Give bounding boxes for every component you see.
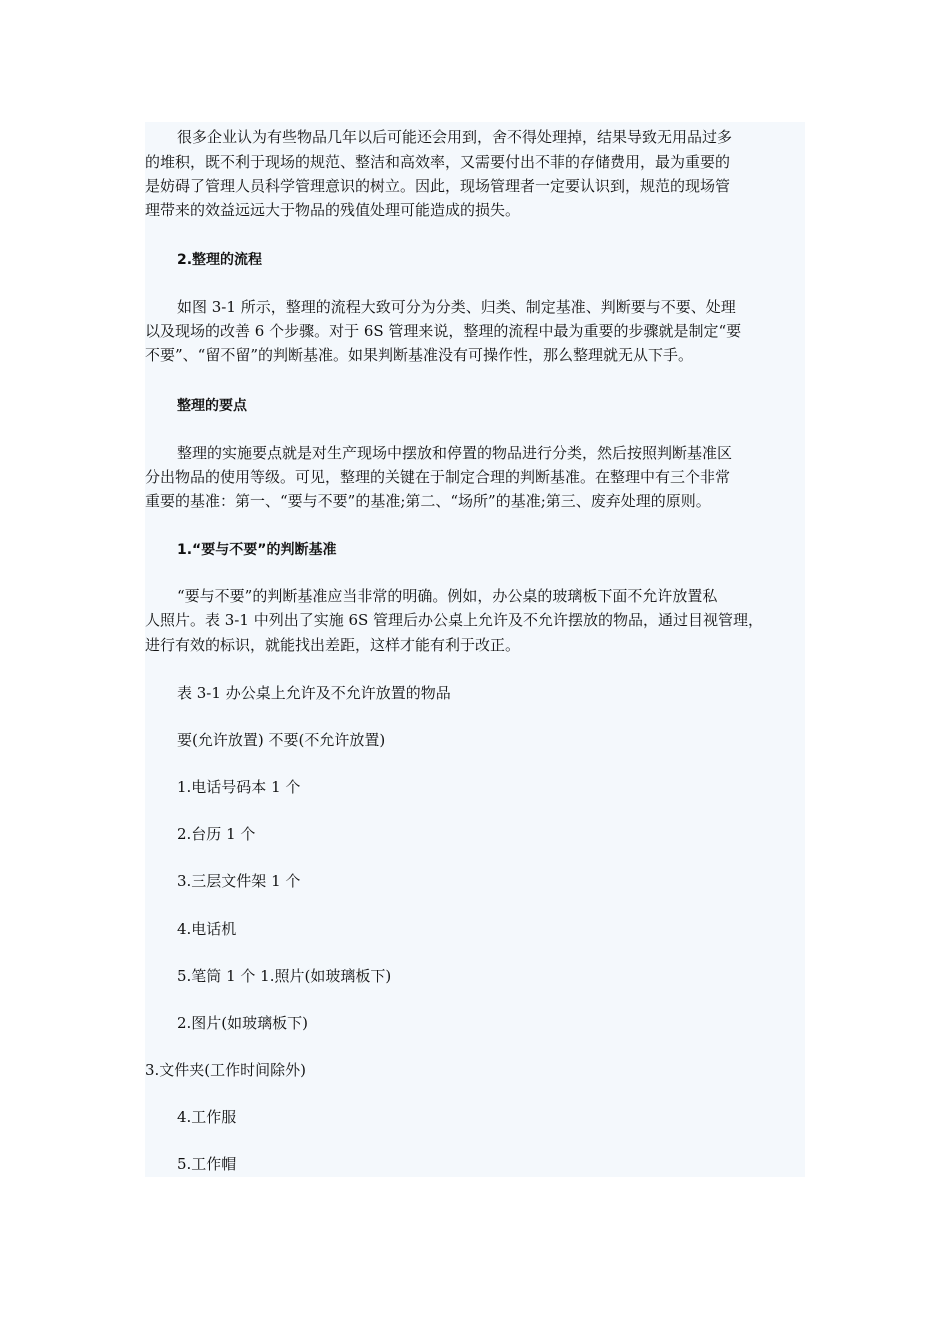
paragraph-1-line-1: 很多企业认为有些物品几年以后可能还会用到，舍不得处理掉，结果导致无用品过多: [177, 128, 733, 146]
table-caption: 表 3-1 办公桌上允许及不允许放置的物品: [177, 684, 451, 702]
section-heading-process: 2.整理的流程: [177, 252, 263, 268]
paragraph-1-line-3: 是妨碍了管理人员科学管理意识的树立。因此，现场管理者一定要认识到，规范的现场管: [145, 177, 731, 195]
list-item: 4.工作服: [177, 1108, 237, 1126]
paragraph-4-line-2: 人照片。表 3-1 中列出了实施 6S 管理后办公桌上允许及不允许摆放的物品，通过目视管理，: [145, 611, 764, 629]
list-item: 5.工作帽: [177, 1155, 237, 1173]
list-item: 4.电话机: [177, 920, 237, 938]
list-item: 1.电话号码本 1 个: [177, 778, 301, 796]
list-item: 2.台历 1 个: [177, 825, 256, 843]
list-item: 3.文件夹(工作时间除外): [145, 1061, 307, 1079]
paragraph-3-line-3: 重要的基准：第一、“要与不要”的基准;第二、“场所”的基准;第三、废弃处理的原则。: [145, 492, 711, 510]
table-header: 要(允许放置) 不要(不允许放置): [177, 731, 386, 749]
paragraph-3-line-2: 分出物品的使用等级。可见，整理的关键在于制定合理的判断基准。在整理中有三个非常: [145, 468, 731, 486]
paragraph-2-line-3: 不要”、“留不留”的判断基准。如果判断基准没有可操作性，那么整理就无从下手。: [145, 346, 694, 364]
paragraph-4-line-3: 进行有效的标识，就能找出差距，这样才能有利于改正。: [145, 636, 521, 654]
paragraph-1-line-4: 理带来的效益远远大于物品的残值处理可能造成的损失。: [145, 201, 521, 219]
list-item: 3.三层文件架 1 个: [177, 872, 301, 890]
paragraph-1-line-2: 的堆积，既不利于现场的规范、整洁和高效率，又需要付出不菲的存储费用，最为重要的: [145, 153, 731, 171]
paragraph-3-line-1: 整理的实施要点就是对生产现场中摆放和停置的物品进行分类，然后按照判断基准区: [177, 444, 733, 462]
paragraph-2-line-2: 以及现场的改善 6 个步骤。对于 6S 管理来说，整理的流程中最为重要的步骤就是制定“要: [145, 322, 742, 340]
list-item: 2.图片(如玻璃板下): [177, 1014, 309, 1032]
paragraph-4-line-1: “要与不要”的判断基准应当非常的明确。例如，办公桌的玻璃板下面不允许放置私: [177, 587, 718, 605]
paragraph-2-line-1: 如图 3-1 所示，整理的流程大致可分为分类、归类、制定基准、判断要与不要、处理: [177, 298, 736, 316]
section-heading-criteria: 1.“要与不要”的判断基准: [177, 542, 337, 558]
section-heading-key-points: 整理的要点: [177, 398, 247, 414]
list-item: 5.笔筒 1 个 1.照片(如玻璃板下): [177, 967, 392, 985]
